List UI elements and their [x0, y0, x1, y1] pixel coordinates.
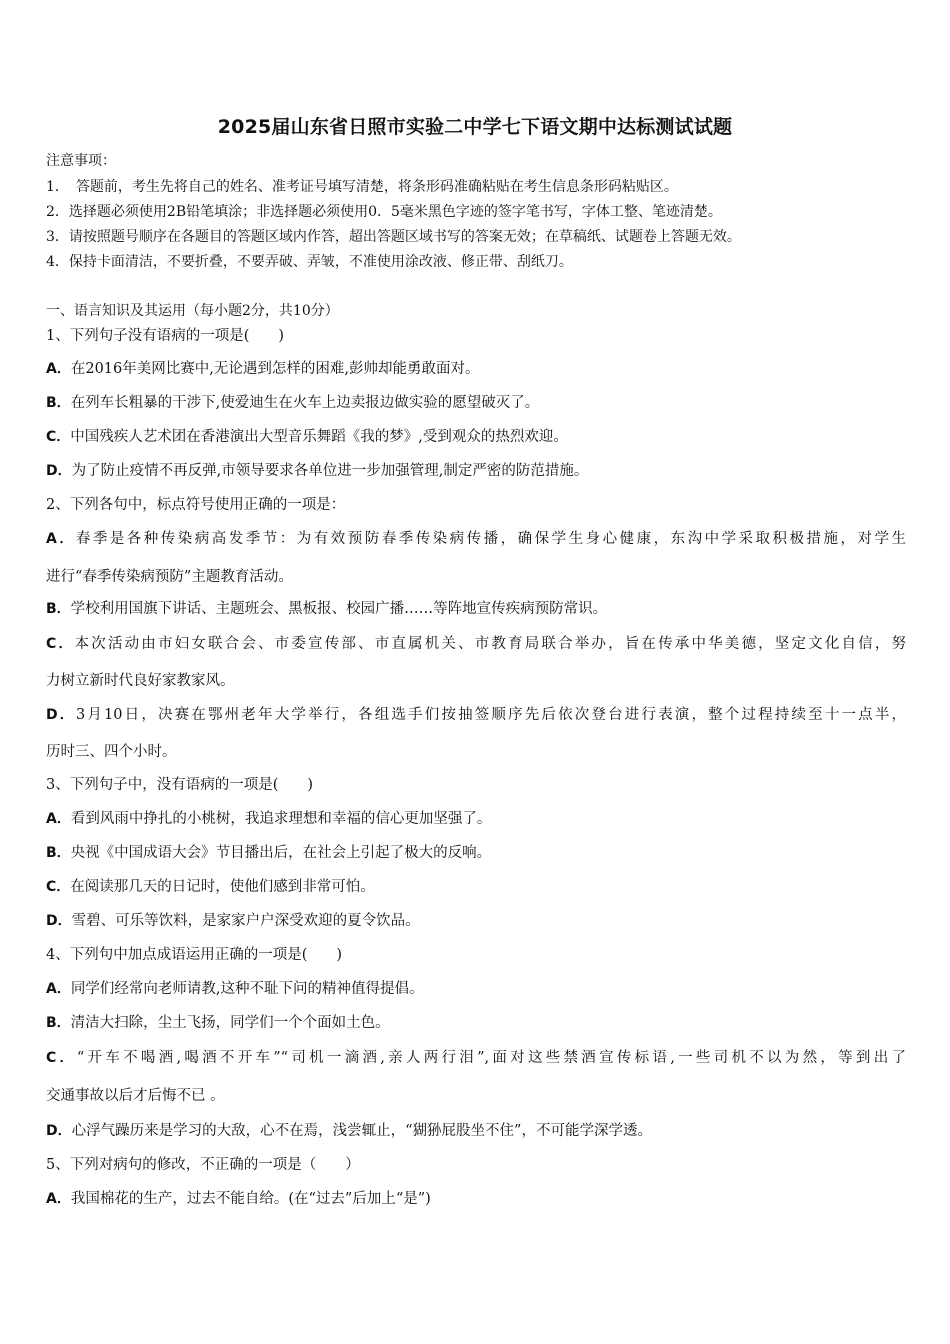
option-label: C．: [46, 429, 71, 445]
section-heading: 一、语言知识及其运用（每小题2分，共10分）: [46, 303, 339, 319]
notice-item-2: 2．选择题必须使用2B铅笔填涂；非选择题必须使用0．5毫米黑色字迹的签字笔书写，字体工整、笔迹清楚。: [46, 204, 722, 220]
notice-heading: 注意事项：: [46, 153, 116, 169]
question-3-option-c: [46, 877, 375, 897]
question-2-option-d: [46, 705, 906, 725]
question-2-option-c-cont: 力树立新时代良好家教家风。: [46, 673, 235, 689]
question-2-option-b: [46, 599, 607, 619]
option-text: 在2016年美网比赛中,无论遇到怎样的困难,彭帅却能勇敢面对。: [70, 361, 480, 377]
option-label: A．: [46, 531, 76, 547]
question-3-option-a: [46, 809, 491, 829]
page-title: 2025届山东省日照市实验二中学七下语文期中达标测试试题: [217, 116, 733, 138]
option-label: D．: [46, 463, 72, 479]
option-label: A．: [46, 981, 71, 997]
question-2-option-a-cont: 进行“春季传染病预防”主题教育活动。: [46, 569, 293, 585]
notice-item-1: 1． 答题前，考生先将自己的姓名、准考证号填写清楚，将条形码准确粘贴在考生信息条形码粘贴区。: [46, 179, 678, 195]
question-3-stem: 3、下列句子中，没有语病的一项是( ): [46, 777, 314, 793]
option-text: 看到风雨中挣扎的小桃树，我追求理想和幸福的信心更加坚强了。: [70, 811, 492, 827]
option-text: 在阅读那几天的日记时，使他们感到非常可怕。: [70, 879, 375, 895]
option-text: 我国棉花的生产，过去不能自给。(在“过去”后加上“是”): [70, 1191, 431, 1207]
question-4-option-b: [46, 1013, 390, 1033]
question-2-option-a: [46, 529, 906, 549]
option-text: 同学们经常向老师请教,这种不耻下问的精神值得提倡。: [70, 981, 424, 997]
option-text: 清洁大扫除，尘土飞扬，同学们一个个面如土色。: [70, 1015, 390, 1031]
question-4-option-d: [46, 1121, 652, 1141]
option-text: 为了防止疫情不再反弹,市领导要求各单位进一步加强管理,制定严密的防范措施。: [71, 463, 589, 479]
question-5-stem: 5、下列对病句的修改，不正确的一项是（ ）: [46, 1157, 360, 1173]
question-1-option-d: [46, 461, 588, 481]
option-label: A．: [46, 361, 71, 377]
option-label: D．: [46, 913, 72, 929]
notice-item-4: 4．保持卡面清洁，不要折叠，不要弄破、弄皱，不准使用涂改液、修正带、刮纸刀。: [46, 254, 573, 270]
option-label: A．: [46, 1191, 71, 1207]
option-text: 央视《中国成语大会》节目播出后，在社会上引起了极大的反响。: [70, 845, 492, 861]
option-text: 春季是各种传染病高发季节：为有效预防春季传染病传播，确保学生身心健康，东沟中学采取积极措施，对学生: [75, 531, 906, 547]
option-label: C．: [46, 1050, 77, 1066]
option-text: 雪碧、可乐等饮料，是家家户户深受欢迎的夏令饮品。: [71, 913, 420, 929]
notice-item-3: 3．请按照题号顺序在各题目的答题区域内作答，超出答题区域书写的答案无效；在草稿纸、试题卷上答题无效。: [46, 229, 741, 245]
question-2-option-d-cont: 历时三、四个小时。: [46, 744, 177, 760]
option-text: 心浮气躁历来是学习的大敌，心不在焉，浅尝辄止，“猢狲屁股坐不住”，不可能学深学透。: [71, 1123, 652, 1139]
option-label: C．: [46, 879, 71, 895]
question-2-stem: 2、下列各句中，标点符号使用正确的一项是：: [46, 497, 346, 513]
question-1-option-a: [46, 359, 479, 379]
question-1-option-b: [46, 393, 539, 413]
question-5-option-a: [46, 1189, 431, 1209]
option-text: 学校利用国旗下讲话、主题班会、黑板报、校园广播……等阵地宣传疾病预防常识。: [70, 601, 608, 617]
option-label: C．: [46, 636, 75, 652]
option-text: “开车不喝酒,喝酒不开车”“司机一滴酒,亲人两行泪”,面对这些禁酒宣传标语,一些司机不以为然，等到出了: [76, 1050, 906, 1066]
question-3-option-b: [46, 843, 491, 863]
option-label: D．: [46, 1123, 72, 1139]
option-label: B．: [46, 845, 71, 861]
question-4-option-c: [46, 1048, 906, 1068]
option-label: B．: [46, 1015, 71, 1031]
option-text: 3月10日，决赛在鄂州老年大学举行，各组选手们按抽签顺序先后依次登台进行表演，整个过程持续至十一点半，: [75, 707, 907, 723]
option-label: B．: [46, 395, 71, 411]
option-text: 在列车长粗暴的干涉下,使爱迪生在火车上边卖报边做实验的愿望破灭了。: [70, 395, 540, 411]
question-2-option-c: [46, 634, 906, 654]
question-4-option-a: [46, 979, 423, 999]
question-4-option-c-cont: 交通事故以后才后悔不已 。: [46, 1088, 225, 1104]
option-text: 中国残疾人艺术团在香港演出大型音乐舞蹈《我的梦》,受到观众的热烈欢迎。: [70, 429, 568, 445]
option-label: A．: [46, 811, 71, 827]
question-3-option-d: [46, 911, 420, 931]
option-label: D．: [46, 707, 76, 723]
option-text: 本次活动由市妇女联合会、市委宣传部、市直属机关、市教育局联合举办，旨在传承中华美德，坚定文化自信，努: [74, 636, 906, 652]
question-1-option-c: [46, 427, 568, 447]
option-label: B．: [46, 601, 71, 617]
question-4-stem: 4、下列句中加点成语运用正确的一项是( ): [46, 947, 343, 963]
question-1-stem: 1、下列句子没有语病的一项是( ): [46, 328, 285, 344]
